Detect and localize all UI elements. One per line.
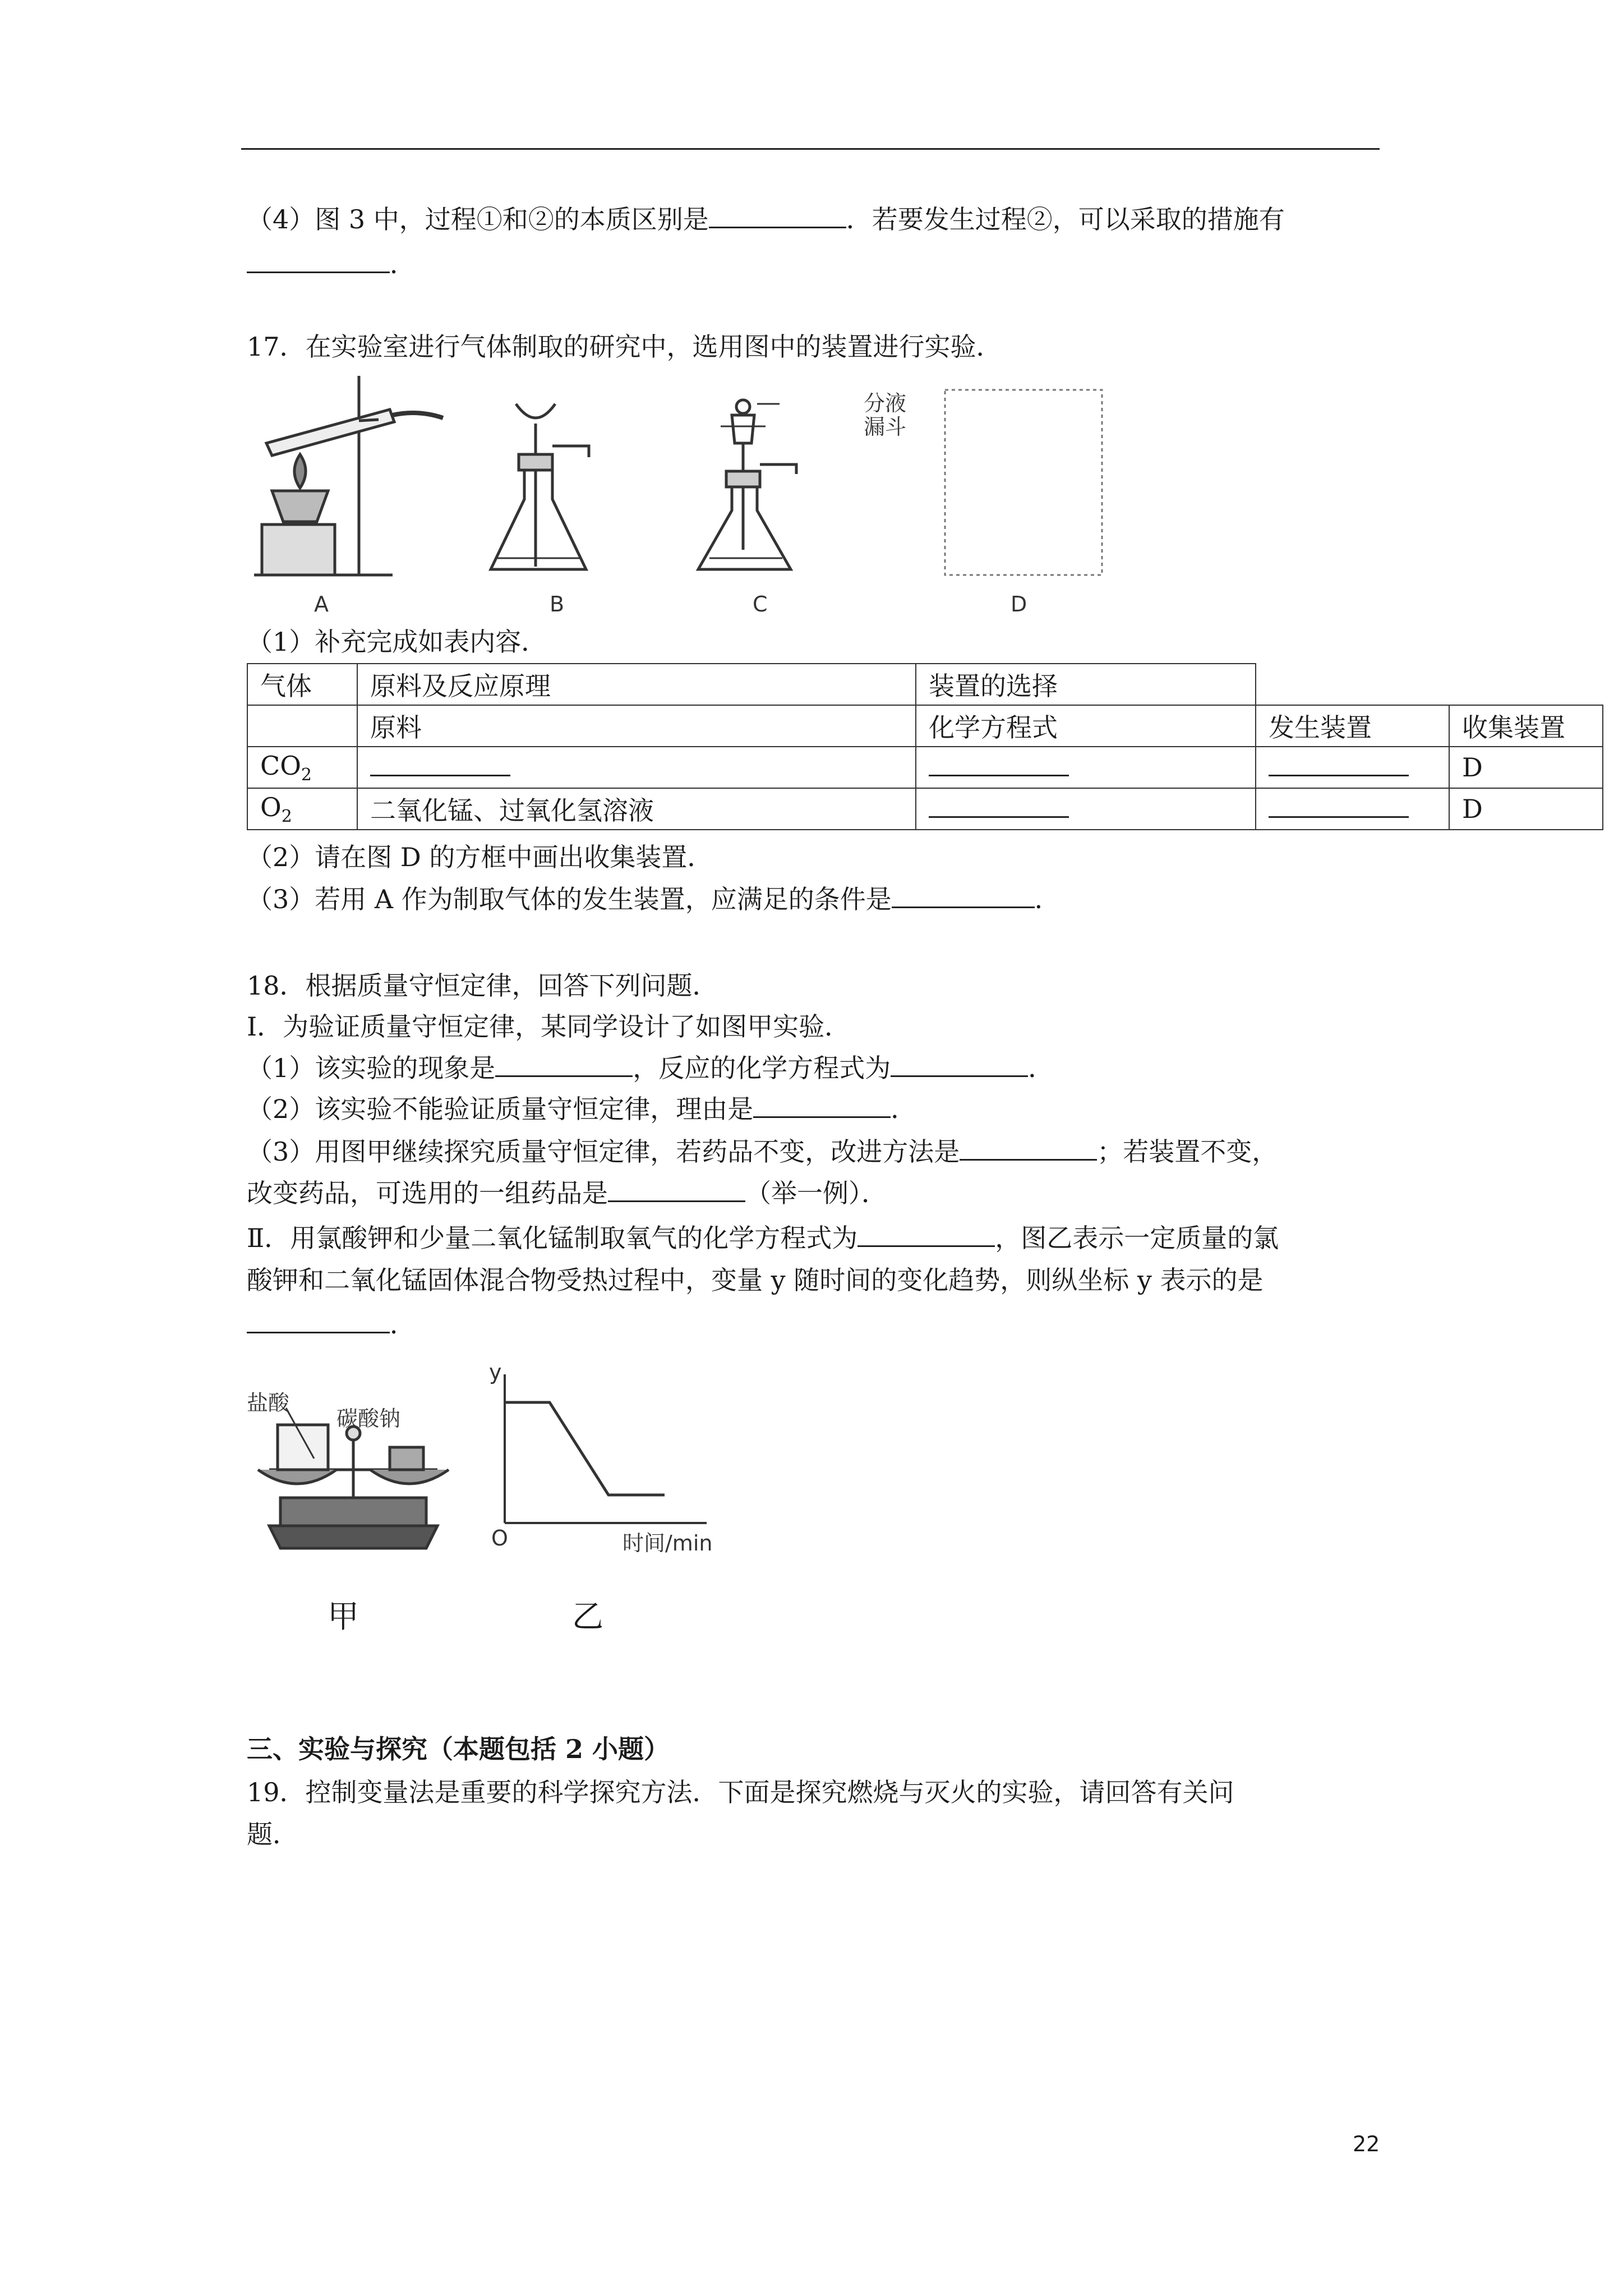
q18-p3-line2: 改变药品，可选用的一组药品是 （举一例）． (247, 1176, 887, 1210)
y-curve (505, 1402, 665, 1495)
table-row: $CO_2$ D (247, 747, 1603, 788)
answer-blank[interactable] (929, 794, 1069, 818)
q18-sec1: Ⅰ．为验证质量守恒定律，某同学设计了如图甲实验． (247, 1011, 851, 1042)
answer-blank[interactable] (370, 752, 510, 776)
gas-prep-table (247, 663, 1603, 830)
q17-part1: （1）补充完成如表内容． (247, 627, 547, 657)
answer-blank[interactable] (857, 1221, 995, 1247)
answer-blank[interactable] (960, 1134, 1097, 1161)
table-header-generator: 发生装置 (1256, 705, 1449, 747)
q17-part2: （2）请在图 D 的方框中画出收集装置． (247, 842, 713, 872)
label-carbonate: 碳酸钠 (336, 1406, 401, 1431)
answer-blank[interactable] (1269, 752, 1409, 776)
origin-label: O (491, 1526, 508, 1550)
caption-yi: 乙 (572, 1599, 603, 1635)
y-time-graph (482, 1363, 729, 1554)
answer-blank[interactable] (1269, 794, 1409, 818)
label-acid: 盐酸 (247, 1391, 290, 1415)
answer-blank[interactable] (753, 1092, 891, 1118)
q18-p2: （2）该实验不能验证质量守恒定律，理由是 ． (247, 1092, 916, 1126)
page-number: 22 (1353, 2132, 1380, 2156)
section3-heading: 三、实验与探究（本题包括 2 小题） (247, 1734, 670, 1764)
answer-blank[interactable] (608, 1176, 745, 1202)
q17-stem: 17．在实验室进行气体制取的研究中，选用图中的装置进行实验． (247, 332, 1002, 362)
table-header-material: 原料 (357, 705, 916, 747)
apparatus-a-icon (254, 376, 443, 575)
label-c: C (753, 592, 768, 616)
apparatus-d-box (945, 390, 1102, 575)
q16-part4-line1: （4）图 3 中，过程①和②的本质区别是 ．若要发生过程②，可以采取的措施有 (247, 202, 1285, 236)
answer-blank[interactable] (891, 1051, 1028, 1077)
label-b: B (550, 592, 565, 616)
funnel-label-2: 漏斗 (864, 415, 907, 439)
funnel-label-1: 分液 (864, 391, 907, 416)
q19-line1: 19．控制变量法是重要的科学探究方法．下面是探究燃烧与灭火的实验，请回答有关问 (247, 1777, 1234, 1807)
apparatus-c-icon (698, 400, 796, 569)
answer-blank[interactable] (247, 1307, 390, 1333)
answer-blank[interactable] (892, 882, 1035, 908)
y-axis-label: y (489, 1360, 502, 1384)
answer-blank[interactable] (247, 247, 390, 273)
table-header-gas: 气体 (247, 664, 357, 705)
apparatus-figure (250, 370, 1124, 623)
answer-blank[interactable] (929, 752, 1069, 776)
q16-part4-line2: ． (247, 247, 416, 281)
label-a: A (314, 592, 329, 616)
q18-p1: （1）该实验的现象是 ，反应的化学方程式为 ． (247, 1051, 1054, 1085)
x-axis-label: 时间/min (623, 1531, 713, 1556)
q18-sec2-line1: Ⅱ．用氯酸钾和少量二氧化锰制取氧气的化学方程式为 ，图乙表示一定质量的氯 (247, 1221, 1279, 1255)
header-rule (241, 148, 1380, 150)
table-header-equation: 化学方程式 (916, 705, 1256, 747)
label-d: D (1011, 592, 1027, 616)
q19-line2: 题． (247, 1819, 298, 1849)
table-header-apparatus: 装置的选择 (916, 664, 1256, 705)
answer-blank[interactable] (495, 1051, 633, 1077)
q18-p3-line1: （3）用图甲继续探究质量守恒定律，若药品不变，改进方法是 ；若装置不变， (247, 1134, 1278, 1168)
caption-jia: 甲 (328, 1599, 359, 1635)
table-header-principle: 原料及反应原理 (357, 664, 916, 705)
q18-sec2-line2: 酸钾和二氧化锰固体混合物受热过程中，变量 y 随时间的变化趋势，则纵坐标 y 表示的是 (247, 1265, 1264, 1295)
table-row: $O_2$ 二氧化锰、过氧化氢溶液 D (247, 788, 1603, 830)
table-header-collector: 收集装置 (1449, 705, 1603, 747)
table-empty-cell (247, 705, 357, 747)
q17-part3: （3）若用 A 作为制取气体的发生装置，应满足的条件是 ． (247, 882, 1061, 916)
q18-sec2-line3: ． (247, 1307, 416, 1341)
apparatus-b-icon (491, 404, 589, 569)
answer-blank[interactable] (709, 202, 846, 228)
q18-stem: 18．根据质量守恒定律，回答下列问题． (247, 970, 718, 1001)
